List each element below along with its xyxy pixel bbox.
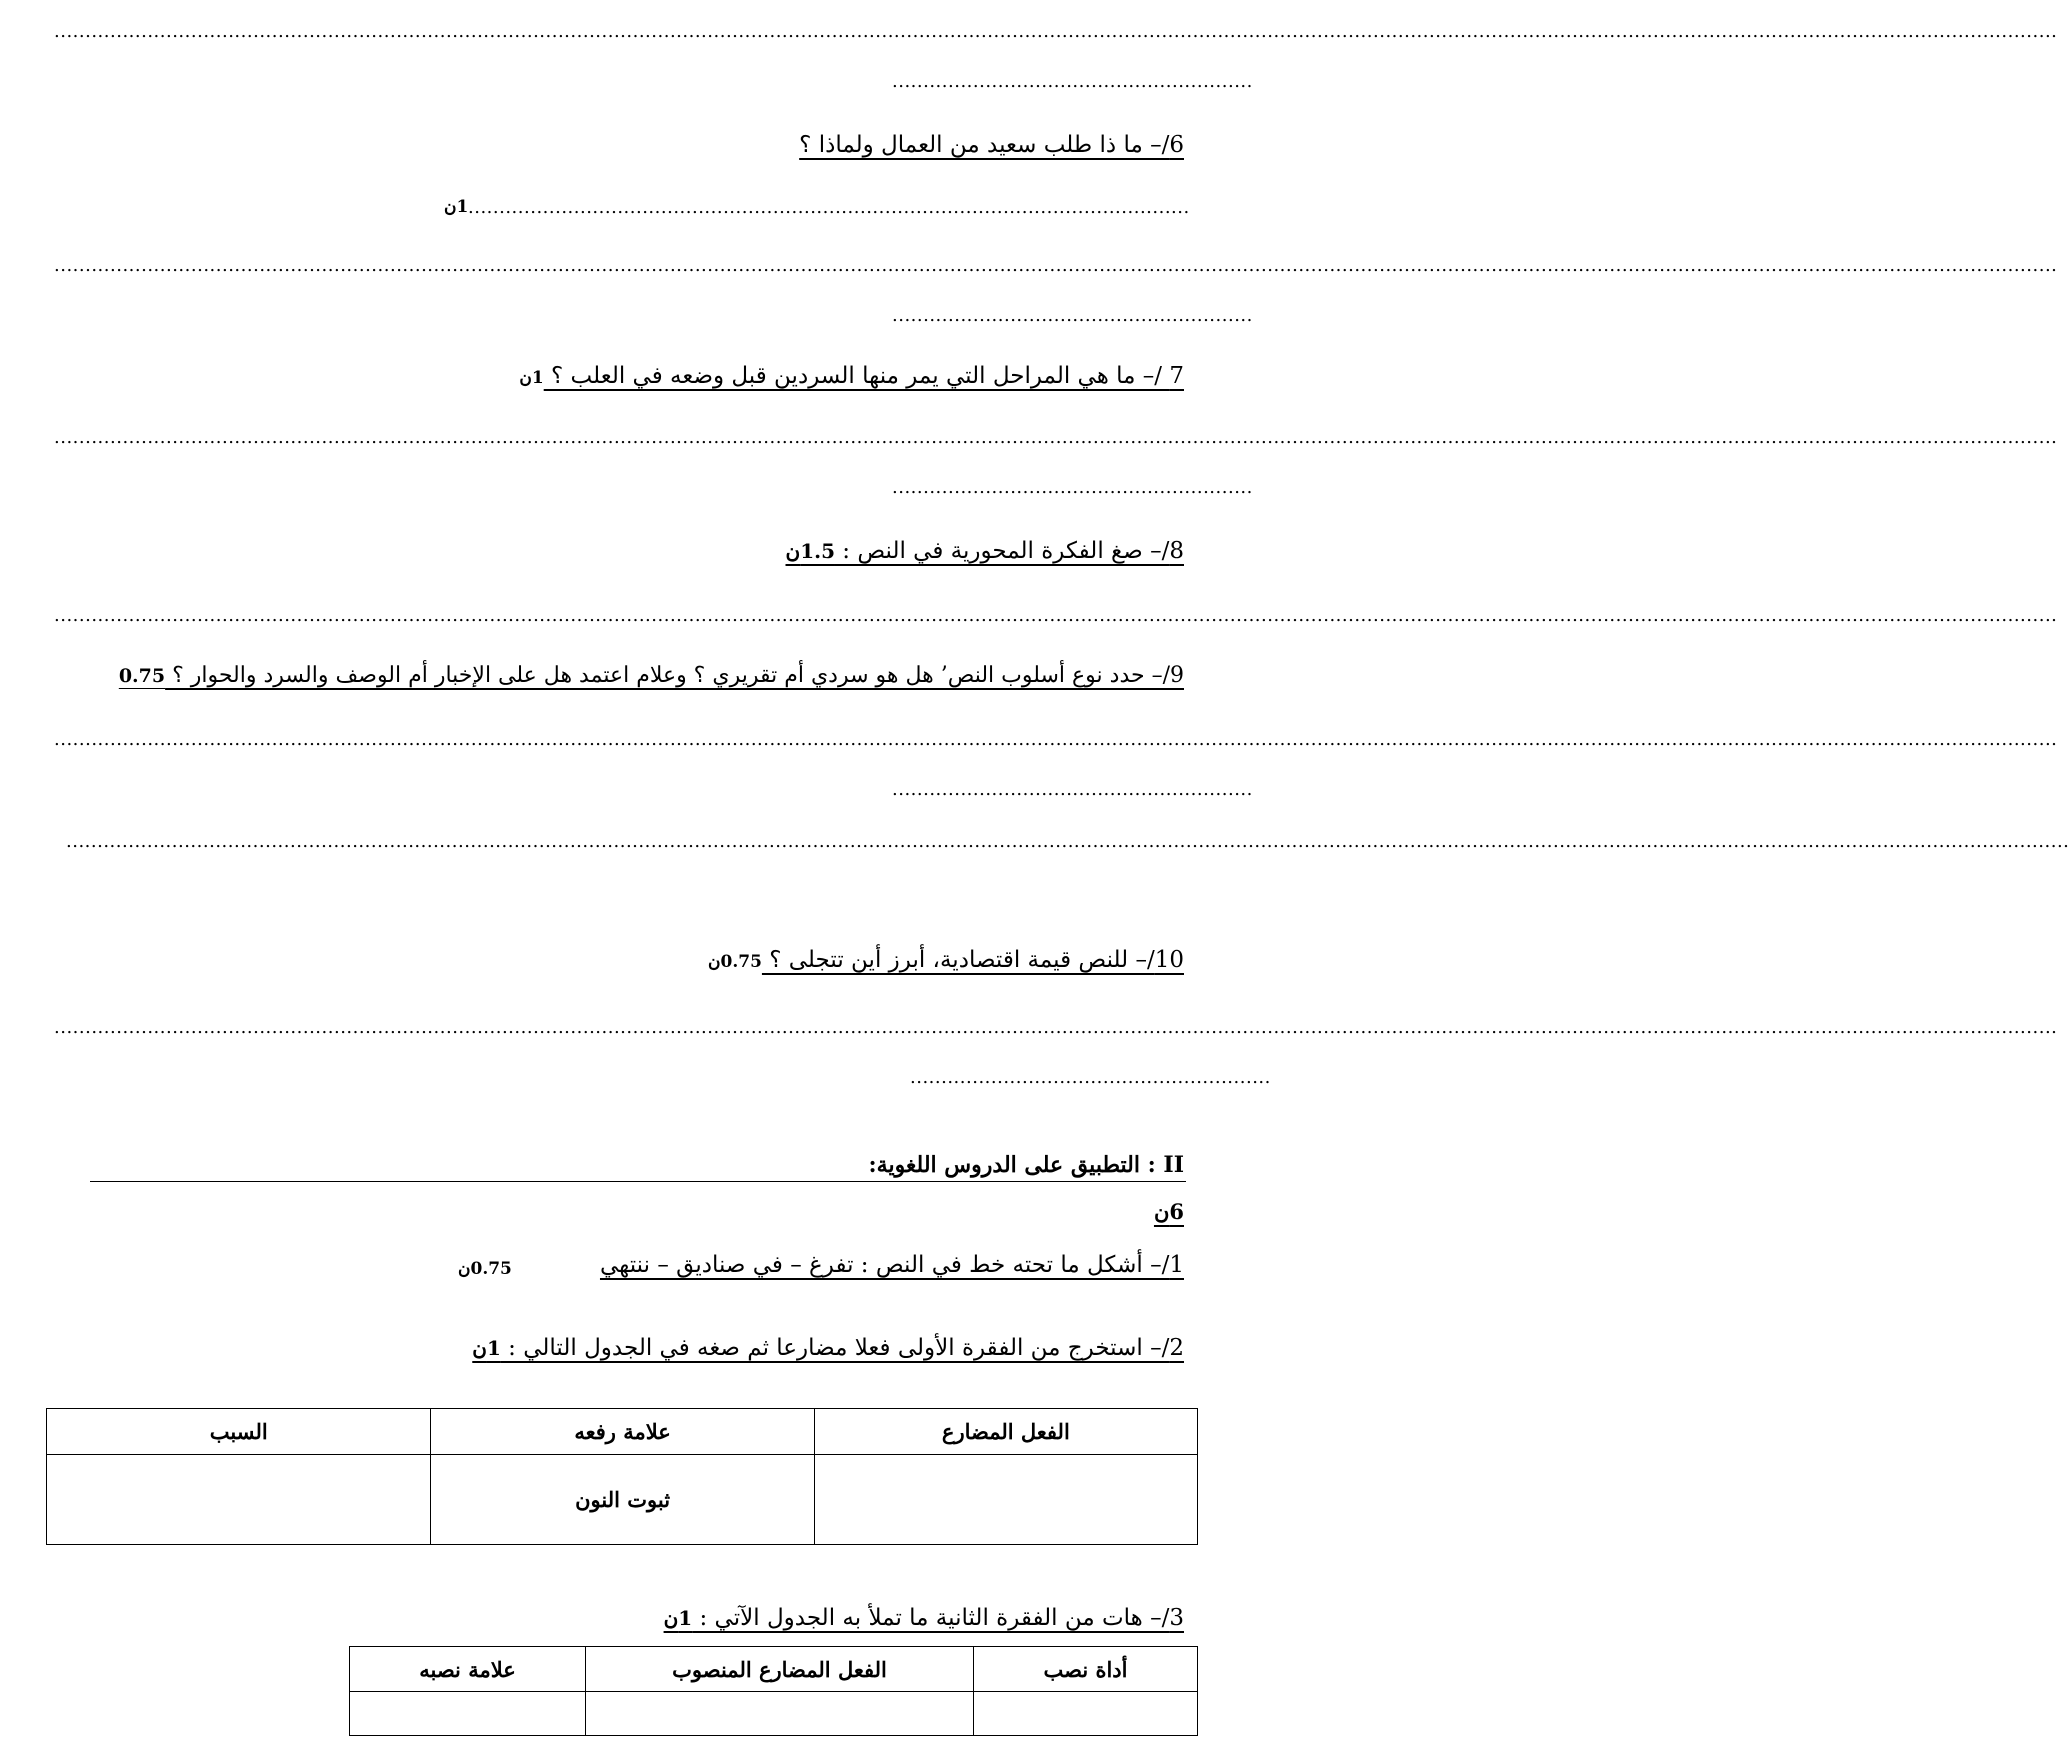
table-subjunctive-verb bbox=[349, 1646, 1198, 1736]
table-cell[interactable] bbox=[814, 1455, 1197, 1545]
answer-line[interactable]: .................................................................................................................................................................................................................................................................................................................................. bbox=[54, 255, 2058, 276]
table-cell[interactable] bbox=[586, 1692, 974, 1736]
section-2-heading bbox=[869, 1152, 1184, 1178]
answer-line[interactable]: .................................................................................................................... bbox=[468, 197, 1190, 218]
exercise-2-points: 1ن bbox=[472, 1336, 501, 1360]
question-8 bbox=[786, 538, 1185, 564]
answer-line[interactable]: .......................................................... bbox=[892, 477, 1253, 498]
table-cell[interactable] bbox=[974, 1692, 1198, 1736]
section-2-numeral: II bbox=[1163, 1152, 1184, 1178]
answer-line[interactable]: .......................................................... bbox=[910, 1067, 1271, 1088]
table-header-cell: الفعل المضارع المنصوب bbox=[586, 1647, 974, 1692]
table-cell[interactable] bbox=[350, 1692, 586, 1736]
answer-line[interactable]: .......................................................... bbox=[892, 71, 1253, 92]
table-header-row bbox=[350, 1647, 1198, 1692]
question-7-text: 7 /– ما هي المراحل التي يمر منها السردين قبل وضعه في العلب ؟ bbox=[543, 363, 1184, 389]
question-9-text: 9/– حدد نوع أسلوب النص’ هل هو سردي أم تقريري ؟ وعلام اعتمد هل على الإخبار أم الوصف والسرد والحوار ؟ bbox=[165, 663, 1184, 688]
question-10 bbox=[708, 947, 1184, 973]
answer-line[interactable]: .................................................................................................................................................................................................................................................................................................................................. bbox=[54, 21, 2058, 42]
question-6 bbox=[799, 132, 1184, 158]
exercise-1-label: 1/– أشكل ما تحته خط في النص : bbox=[853, 1252, 1184, 1278]
table-header-cell: علامة رفعه bbox=[431, 1409, 814, 1455]
question-9 bbox=[119, 663, 1184, 688]
table-header-cell: الفعل المضارع bbox=[814, 1409, 1197, 1455]
section-2-title: : التطبيق على الدروس اللغوية: bbox=[868, 1152, 1164, 1178]
table-row bbox=[350, 1692, 1198, 1736]
question-8-points: 1.5ن bbox=[785, 539, 835, 563]
exercise-3 bbox=[664, 1605, 1184, 1631]
question-7-points: 1ن bbox=[519, 368, 544, 388]
question-6-text: 6/– ما ذا طلب سعيد من العمال ولماذا ؟ bbox=[799, 132, 1184, 158]
table-present-verb bbox=[46, 1408, 1198, 1545]
exercise-1 bbox=[600, 1252, 1184, 1278]
exercise-1-words: تفرغ – في صناديق – ننتهي bbox=[599, 1252, 854, 1278]
section-2-underline bbox=[90, 1181, 1186, 1182]
table-cell[interactable] bbox=[47, 1455, 431, 1545]
question-8-text: 8/– صغ الفكرة المحورية في النص : bbox=[834, 538, 1184, 564]
answer-line[interactable]: .................................................................................................................................................................................................................................................................................................................................. bbox=[66, 831, 2069, 852]
answer-line[interactable]: .................................................................................................................................................................................................................................................................................................................................. bbox=[54, 427, 2058, 448]
exercise-2 bbox=[472, 1335, 1184, 1361]
table-header-cell: علامة نصبه bbox=[350, 1647, 586, 1692]
table-header-row bbox=[47, 1409, 1198, 1455]
question-6-points: 1ن bbox=[444, 197, 469, 217]
question-10-text: 10/– للنص قيمة اقتصادية، أبرز أين تتجلى ؟ bbox=[761, 947, 1184, 973]
exercise-1-points: 0.75ن bbox=[458, 1259, 512, 1279]
section-2-total: 6ن bbox=[1153, 1199, 1184, 1224]
exercise-3-points: 1ن bbox=[663, 1606, 693, 1630]
question-7 bbox=[519, 363, 1184, 389]
answer-line[interactable]: .................................................................................................................................................................................................................................................................................................................................. bbox=[54, 729, 2058, 750]
table-cell[interactable]: ثبوت النون bbox=[431, 1455, 814, 1545]
table-header-cell: أداة نصب bbox=[974, 1647, 1198, 1692]
exercise-2-text: 2/– استخرج من الفقرة الأولى فعلا مضارعا ثم صغه في الجدول التالي : bbox=[500, 1335, 1184, 1361]
answer-line[interactable]: .................................................................................................................................................................................................................................................................................................................................. bbox=[54, 1017, 2058, 1038]
answer-line[interactable]: .......................................................... bbox=[892, 305, 1253, 326]
table-row bbox=[47, 1455, 1198, 1545]
question-9-points: 0.75 bbox=[118, 665, 166, 687]
table-header-cell: السبب bbox=[47, 1409, 431, 1455]
exercise-3-text: 3/– هات من الفقرة الثانية ما تملأ به الجدول الآتي : bbox=[692, 1605, 1184, 1631]
question-10-points: 0.75ن bbox=[708, 952, 762, 972]
answer-line[interactable]: .................................................................................................................................................................................................................................................................................................................................. bbox=[54, 605, 2058, 626]
answer-line[interactable]: .......................................................... bbox=[892, 779, 1253, 800]
